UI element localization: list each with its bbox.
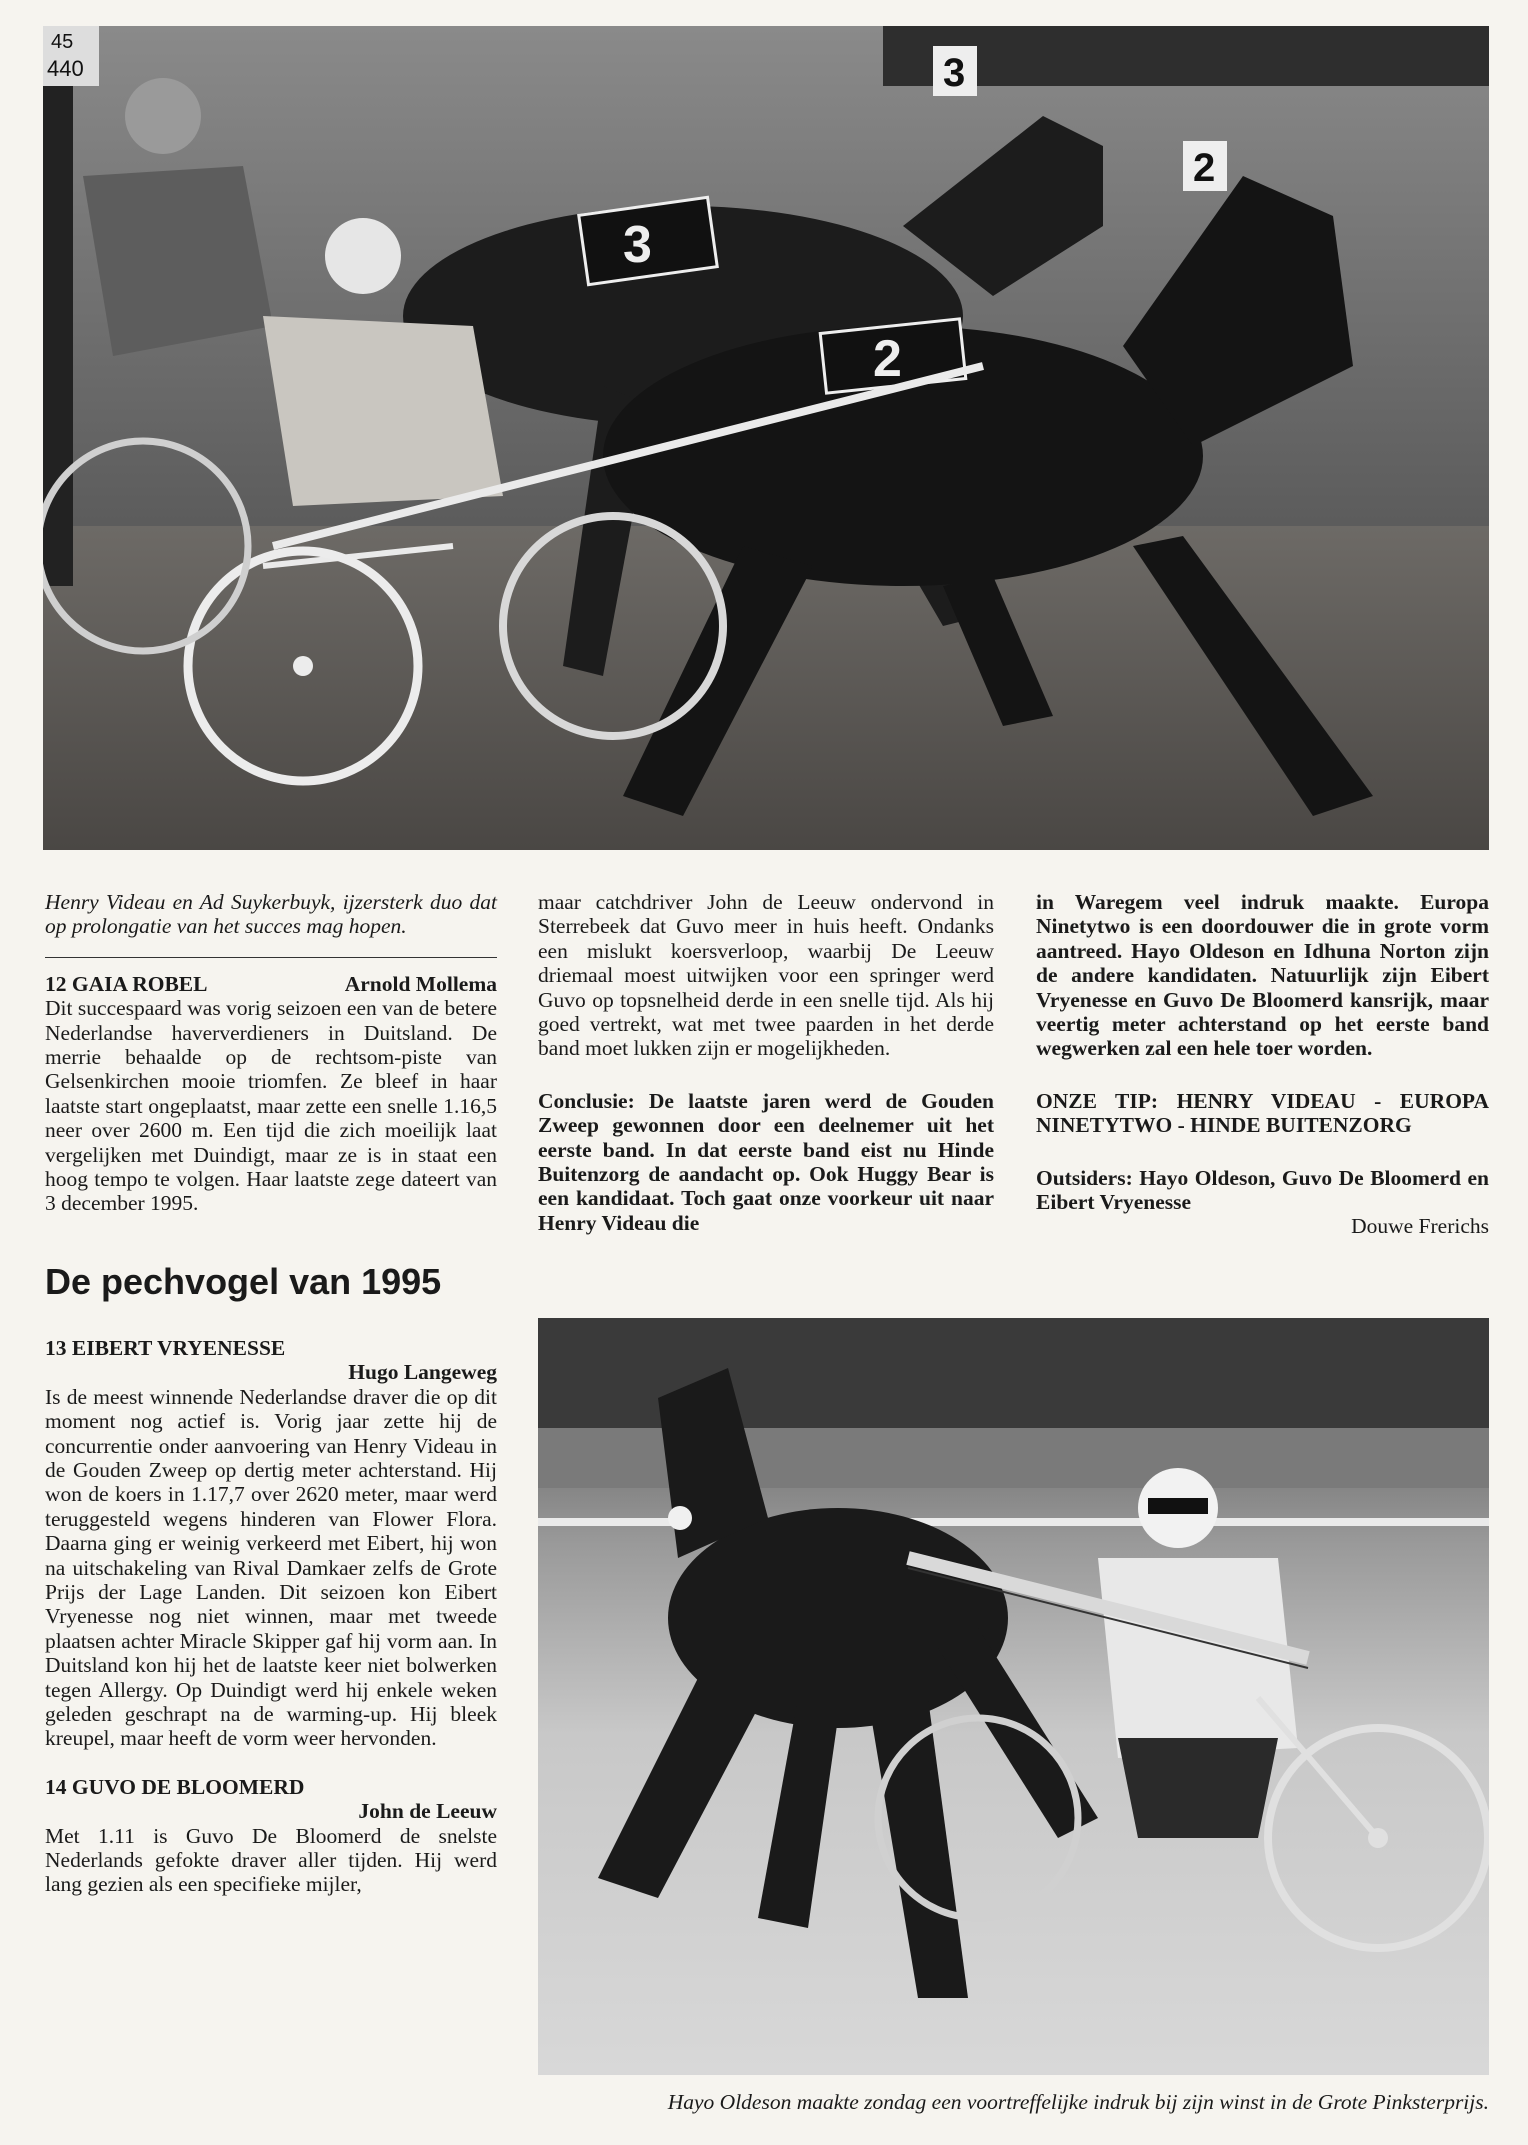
entry-14-header [45, 1775, 497, 1824]
spacer [1036, 1061, 1489, 1089]
entry-12-horse: 12 GAIA ROBEL [45, 971, 208, 996]
sign-text-2: 440 [47, 56, 84, 81]
spacer [538, 1061, 994, 1089]
bottom-race-photo [538, 1318, 1489, 2075]
outsiders-paragraph: Outsiders: Hayo Oldeson, Guvo De Bloomerd en Eibert Vryenesse [1036, 1165, 1489, 1215]
divider [45, 957, 497, 958]
entry-13-text: Is de meest winnende Nederlandse draver die op dit moment nog actief is. Vorig jaar zette hij de concurrentie onder aanvoering van Henry Videau in de Gouden Zweep op dertig meter achterstand. Hij won de koers in 1.17,7 over 2620 meter, maar werd teruggesteld wegens hinderen van Flower Flora. Daarna ging er weinig verkeerd met Eibert, hij won na uitschakeling van Rival Damkaer zelfs de Grote Prijs der Lage Landen. Dit seizoen kon Eibert Vryenesse nog niet winnen, maar met tweede plaatsen achter Miracle Skipper gaf hij vorm aan. In Duitsland kon hij het de laatste keer niet bolwerken tegen Allergy. Op Duindigt werd hij enkele weken geleden geschrapt na de warming-up. Hij bleek kreupel, maar heeft de vorm weer hervonden. [45, 1384, 497, 1751]
top-photo-caption: Henry Videau en Ad Suykerbuyk, ijzersterk duo dat op prolongatie van het succes mag hopen. [45, 890, 497, 939]
post-number-3: 3 [943, 51, 966, 95]
top-race-photo [43, 26, 1489, 850]
saddle-number-3: 3 [623, 216, 652, 274]
entry-14-text: Met 1.11 is Guvo De Bloomerd de snelste Nederlands gefokte draver aller tijden. Hij werd lang gezien als een specifieke mijler, [45, 1823, 497, 1897]
column-1 [45, 890, 497, 1897]
bottom-photo-drawing [538, 1318, 1489, 2075]
entry-14-horse: 14 GUVO DE BLOOMERD [45, 1774, 305, 1799]
section-title: De pechvogel van 1995 [45, 1260, 442, 1302]
post-number-2: 2 [1193, 146, 1216, 190]
column-3 [1036, 890, 1489, 1239]
author-byline: Douwe Frerichs [1351, 1214, 1489, 1239]
sign-text-1: 45 [51, 31, 74, 53]
entry-12-driver: Arnold Mollema [344, 971, 497, 996]
entry-14-driver: John de Leeuw [358, 1799, 497, 1824]
entry-13-header [45, 1336, 497, 1385]
entry-12-text: Dit succespaard was vorig seizoen een van de betere Nederlandse haververdieners in Duitsland. De merrie behaalde op de rechtsom-piste van Gelsenkirchen mooie triomfen. Ze bleef in haar laatste start ongeplaatst, maar zette een snelle 1.16,5 neer over 2600 m. Een tijd die zich moeilijk laat vergelijken met Duindigt, maar ze is in staat een hoog tempo te volgen. Haar laatste zege dateert van 3 december 1995. [45, 996, 497, 1216]
col2-paragraph: maar catchdriver John de Leeuw ondervond in Sterrebeek dat Guvo meer in huis heeft. Ondanks een mislukt koersverloop, waarbij De Leeuw driemaal moest uitwijken voor een springer werd Guvo op topsnelheid derde in een snelle tijd. Als hij goed vertrekt, wat met twee paarden in het derde band moet lukken zijn er mogelijkheden. [538, 890, 994, 1061]
entry-13-horse: 13 EIBERT VRYENESSE [45, 1335, 286, 1360]
col3-paragraph: in Waregem veel indruk maakte. Europa Ninetytwo is een doordouwer die in grote vorm aantreed. Hayo Oldeson en Idhuna Norton zijn de andere kandidaten. Natuurlijk zijn Eibert Vryenesse en Guvo De Bloomerd kansrijk, maar veertig meter achterstand op het eerste band wegwerken zal een hele toer worden. [1036, 890, 1489, 1061]
column-2 [538, 890, 994, 1235]
entry-12-header [45, 972, 497, 996]
saddle-number-2: 2 [873, 330, 902, 388]
top-photo-drawing [43, 26, 1489, 850]
tip-paragraph: ONZE TIP: HENRY VIDEAU - EUROPA NINETYTWO - HINDE BUITENZORG [1036, 1088, 1489, 1138]
bottom-photo-caption: Hayo Oldeson maakte zondag een voortreffelijke indruk bij zijn winst in de Grote Pinksterprijs. [667, 2090, 1489, 2114]
conclusion-paragraph: Conclusie: De laatste jaren werd de Gouden Zweep gewonnen door een deelnemer uit het eerste band. In dat eerste band eist nu Hinde Buitenzorg de aandacht op. Ook Huggy Bear is een kandidaat. Toch gaat onze voorkeur uit naar Henry Videau die [538, 1088, 994, 1235]
spacer [45, 1751, 497, 1775]
entry-13-driver: Hugo Langeweg [348, 1360, 497, 1385]
spacer [1036, 1138, 1489, 1166]
